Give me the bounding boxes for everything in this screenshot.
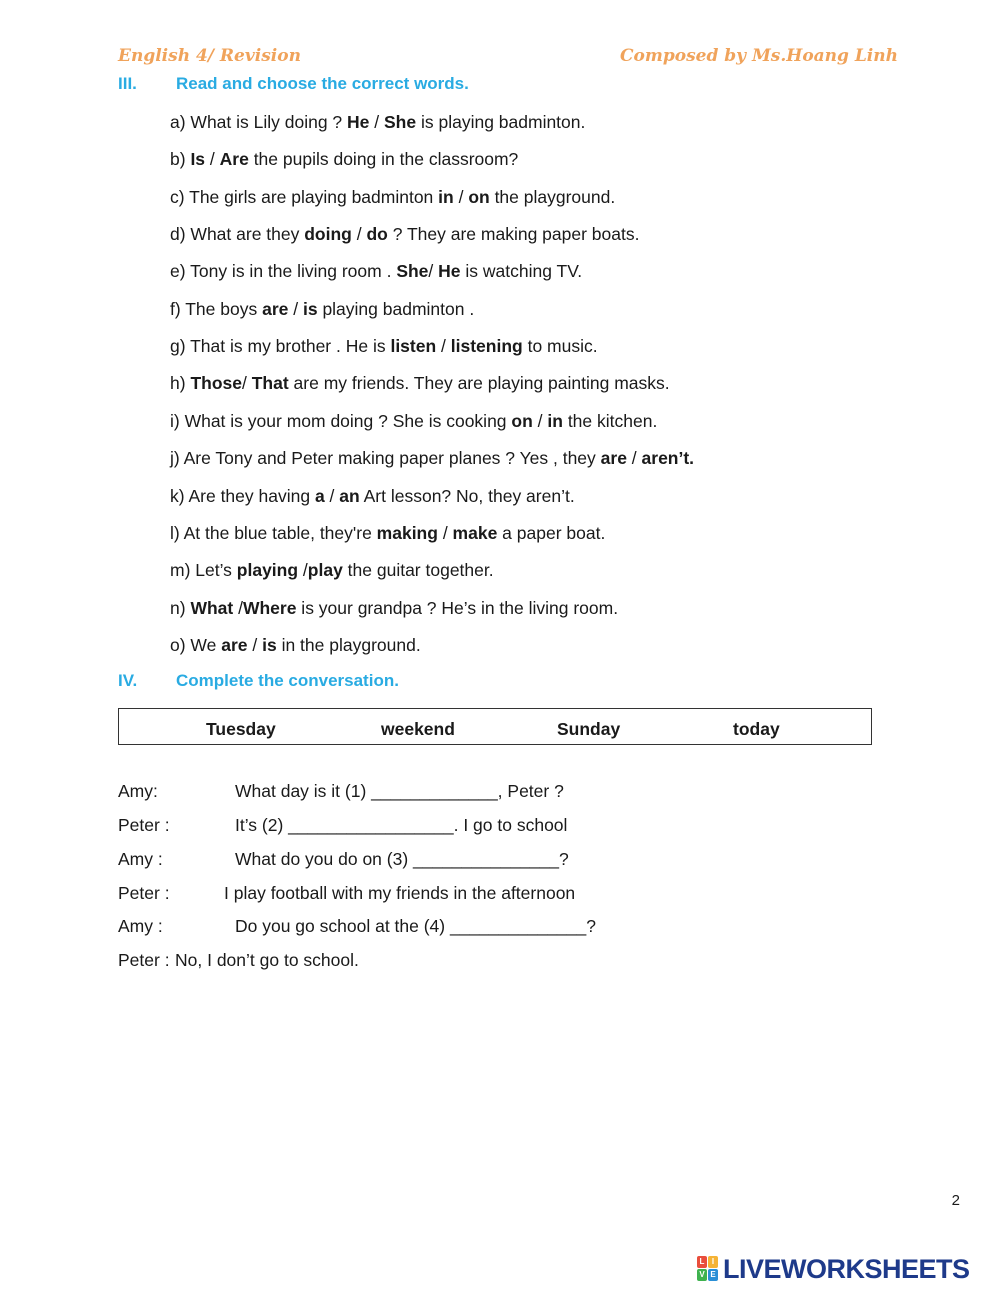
conv-speaker: Amy: (118, 781, 158, 801)
question-line (170, 149, 518, 170)
choice-option-a[interactable]: She (396, 261, 429, 281)
choice-option-a[interactable]: are (221, 635, 248, 655)
question-text: to music. (522, 336, 598, 356)
logo-mark-tile: V (697, 1269, 707, 1281)
choice-option-a[interactable]: doing (304, 224, 352, 244)
section-4-heading (118, 671, 618, 693)
choice-option-b[interactable]: He (438, 261, 461, 281)
question-line (170, 523, 605, 544)
question-text: / (532, 411, 548, 431)
conv-line: What day is it (1) _____________, Peter ? (235, 781, 564, 801)
question-text: l) At the blue table, they're (170, 523, 377, 543)
conv-speaker: Peter : (118, 883, 170, 903)
choice-option-a[interactable]: listen (390, 336, 437, 356)
word-box-item: weekend (381, 719, 455, 739)
question-line (170, 635, 421, 656)
question-text: a) What is Lily doing ? (170, 112, 348, 132)
question-line (170, 261, 582, 282)
question-line (170, 336, 598, 357)
choice-option-a[interactable]: on (511, 411, 533, 431)
choice-option-b[interactable]: That (251, 373, 289, 393)
logo-mark-tile: L (697, 1256, 707, 1268)
conv-speaker: Amy : (118, 849, 163, 869)
choice-option-b[interactable]: is (302, 299, 318, 319)
choice-option-b[interactable]: Where (242, 598, 297, 618)
question-text: playing badminton . (317, 299, 475, 319)
question-text: the playground. (489, 187, 616, 207)
question-text: / (324, 486, 340, 506)
question-text: the guitar together. (342, 560, 494, 580)
choice-option-b[interactable]: Are (219, 149, 249, 169)
conv-line: Do you go school at the (4) ______________? (235, 916, 596, 936)
question-text: / (233, 598, 243, 618)
choice-option-b[interactable]: aren’t. (641, 448, 695, 468)
question-text: / (298, 560, 308, 580)
choice-option-b[interactable]: is (262, 635, 277, 655)
logo-mark-tile: I (708, 1256, 718, 1268)
word-box-item: Tuesday (206, 719, 276, 739)
question-text: / (247, 635, 263, 655)
conv-speaker: Amy : (118, 916, 163, 936)
question-text: / (241, 373, 252, 393)
header-left: English 4/ Revision (118, 46, 301, 66)
conv-line: I play football with my friends in the afternoon (224, 883, 576, 903)
conv-line: No, I don’t go to school. (175, 950, 359, 970)
section-3-number: III. (118, 74, 137, 93)
logo-mark-icon (697, 1256, 719, 1282)
conv-speaker: Peter : (118, 815, 170, 835)
conv-speaker: Peter : (118, 950, 170, 970)
question-text: / (351, 224, 367, 244)
question-text: h) (170, 373, 191, 393)
question-line (170, 486, 575, 507)
logo-text: LIVEWORKSHEETS (723, 1253, 970, 1284)
section-3-title: Read and choose the correct words. (176, 74, 469, 93)
choice-option-a[interactable]: playing (236, 560, 299, 580)
question-text: / (453, 187, 469, 207)
conv-line: What do you do on (3) _______________? (235, 849, 569, 869)
choice-option-b[interactable]: an (339, 486, 360, 506)
question-text: the pupils doing in the classroom? (248, 149, 519, 169)
choice-option-a[interactable]: are (600, 448, 627, 468)
question-line (170, 112, 585, 133)
question-text: a paper boat. (497, 523, 606, 543)
choice-option-a[interactable]: in (438, 187, 454, 207)
question-text: o) We (170, 635, 222, 655)
question-text: d) What are they (170, 224, 305, 244)
question-text: g) That is my brother . He is (170, 336, 391, 356)
question-text: / (205, 149, 220, 169)
question-line (170, 187, 615, 208)
question-text: / (369, 112, 384, 132)
question-text: e) Tony is in the living room . (170, 261, 397, 281)
question-text: Art lesson? No, they aren’t. (359, 486, 575, 506)
logo-mark-tile: E (708, 1269, 718, 1281)
question-line (170, 448, 694, 469)
question-line (170, 560, 494, 581)
question-text: is playing badminton. (416, 112, 586, 132)
word-box-item: today (733, 719, 780, 739)
word-box-item: Sunday (557, 719, 621, 739)
question-line (170, 598, 618, 619)
choice-option-b[interactable]: play (307, 560, 343, 580)
choice-option-b[interactable]: on (468, 187, 490, 207)
choice-option-a[interactable]: He (347, 112, 370, 132)
question-text: the kitchen. (562, 411, 658, 431)
liveworksheets-logo (697, 1254, 970, 1284)
choice-option-a[interactable]: are (262, 299, 289, 319)
question-text: n) (170, 598, 191, 618)
question-line (170, 299, 474, 320)
choice-option-b[interactable]: listening (450, 336, 523, 356)
question-line (170, 373, 670, 394)
question-text: / (626, 448, 642, 468)
question-text: i) What is your mom doing ? She is cooking (170, 411, 512, 431)
section-4-number: IV. (118, 671, 138, 690)
section-3-heading (118, 74, 618, 96)
question-text: / (288, 299, 303, 319)
word-box (118, 708, 872, 745)
question-text: is watching TV. (460, 261, 583, 281)
question-text: m) Let’s (170, 560, 237, 580)
question-text: b) (170, 149, 191, 169)
question-text: j) Are Tony and Peter making paper planes ? Yes , they (170, 448, 601, 468)
question-text: k) Are they having (170, 486, 315, 506)
conv-line: It’s (2) _________________. I go to school (235, 815, 568, 835)
choice-option-a[interactable]: Is (190, 149, 206, 169)
header-right: Composed by Ms.Hoang Linh (620, 46, 898, 66)
section-4-title: Complete the conversation. (176, 671, 399, 690)
choice-option-b[interactable]: do (366, 224, 388, 244)
choice-option-a[interactable]: making (376, 523, 438, 543)
question-text: / (436, 336, 451, 356)
question-line (170, 224, 639, 245)
choice-option-b[interactable]: She (384, 112, 417, 132)
question-text: / (437, 523, 453, 543)
choice-option-b[interactable]: make (452, 523, 498, 543)
page-number: 2 (951, 1192, 960, 1209)
question-text: / (428, 261, 439, 281)
question-line (170, 411, 657, 432)
choice-option-b[interactable]: in (547, 411, 563, 431)
question-text: are my friends. They are playing painting masks. (288, 373, 670, 393)
question-text: f) The boys (170, 299, 263, 319)
choice-option-a[interactable]: What (190, 598, 234, 618)
question-text: is your grandpa ? He’s in the living room. (296, 598, 619, 618)
question-text: in the playground. (276, 635, 421, 655)
choice-option-a[interactable]: a (314, 486, 325, 506)
choice-option-a[interactable]: Those (190, 373, 242, 393)
question-text: c) The girls are playing badminton (170, 187, 439, 207)
question-text: ? They are making paper boats. (387, 224, 640, 244)
